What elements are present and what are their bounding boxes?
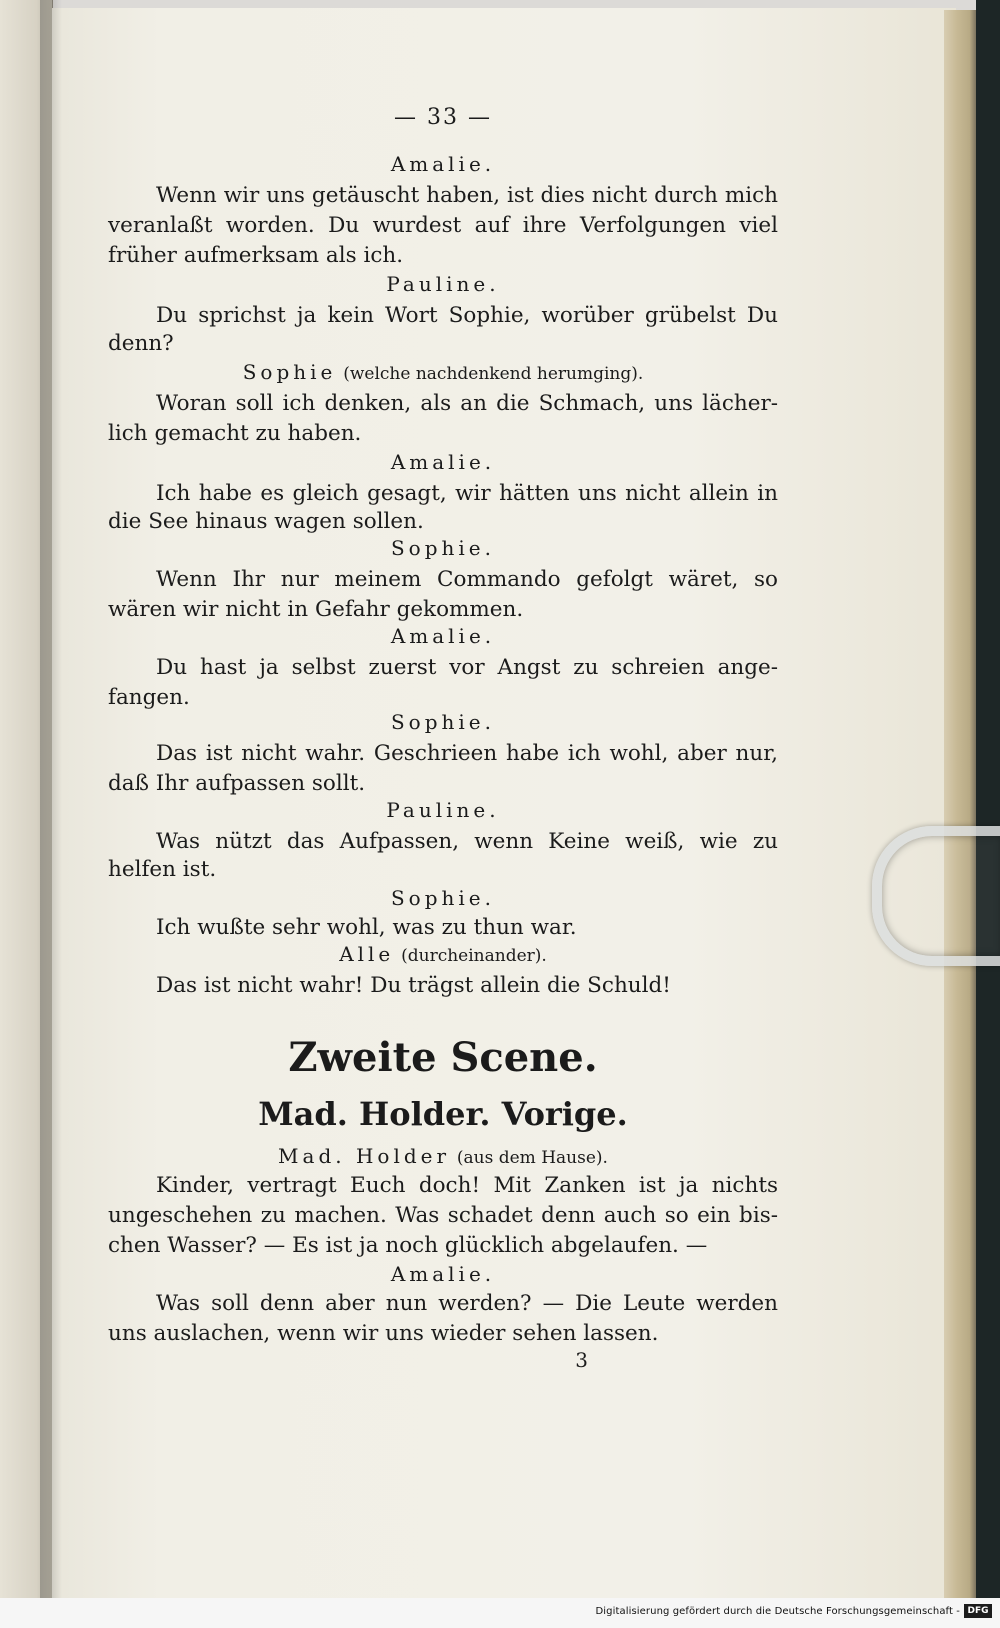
scanner-background bbox=[976, 0, 1000, 1628]
dialogue-line: lich gemacht zu haben. bbox=[108, 421, 362, 446]
stage-direction: (welche nachdenkend herumging). bbox=[343, 364, 644, 384]
page-clip bbox=[872, 826, 1000, 966]
dialogue-line: ungeschehen zu machen. Was schadet denn auch so ein bis- bbox=[108, 1203, 778, 1228]
speaker-name: Amalie. bbox=[390, 152, 496, 176]
book-gutter bbox=[40, 0, 62, 1600]
dialogue-line: Du sprichst ja kein Wort Sophie, worüber grübelst Du bbox=[156, 303, 778, 328]
dialogue-line: die See hinaus wagen sollen. bbox=[108, 509, 424, 534]
dialogue-line: helfen ist. bbox=[108, 857, 217, 882]
dialogue-line: früher aufmerksam als ich. bbox=[108, 243, 404, 268]
speaker-name: Alle bbox=[339, 942, 395, 966]
dialogue-line: Was soll denn aber nun werden? — Die Leute werden bbox=[156, 1291, 778, 1316]
page-stack-edge bbox=[944, 10, 976, 1598]
dialogue-line: Was nützt das Aufpassen, wenn Keine weiß, wie zu bbox=[156, 829, 778, 854]
dialogue-line: uns auslachen, wenn wir uns wieder sehen lassen. bbox=[108, 1321, 659, 1346]
dialogue-line: denn? bbox=[108, 331, 174, 356]
dialogue-line: Woran soll ich denken, als an die Schmach, uns lächer- bbox=[156, 391, 778, 416]
stage-direction: (durcheinander). bbox=[401, 946, 547, 966]
dialogue-line: Ich habe es gleich gesagt, wir hätten uns nicht allein in bbox=[156, 481, 778, 506]
dfg-logo: DFG bbox=[964, 1604, 992, 1618]
speaker-name: Pauline. bbox=[386, 798, 500, 822]
dialogue-line: veranlaßt worden. Du wurdest auf ihre Verfolgungen viel bbox=[108, 213, 778, 238]
dialogue-line: fangen. bbox=[108, 685, 190, 710]
speaker-with-stage-direction bbox=[108, 358, 778, 388]
page-number: — 33 — bbox=[394, 105, 492, 130]
speaker-name: Sophie bbox=[242, 360, 337, 384]
scene-persons: Mad. Holder. Vorige. bbox=[258, 1095, 628, 1133]
dialogue-line: Das ist nicht wahr. Geschrieen habe ich wohl, aber nur, bbox=[156, 741, 778, 766]
dialogue-line: Kinder, vertragt Euch doch! Mit Zanken ist ja nichts bbox=[156, 1173, 778, 1198]
speaker-name: Mad. Holder bbox=[278, 1144, 451, 1168]
dialogue-line: Wenn Ihr nur meinem Commando gefolgt wäret, so bbox=[156, 567, 778, 592]
dialogue-line: chen Wasser? — Es ist ja noch glücklich abgelaufen. — bbox=[108, 1233, 708, 1258]
dialogue-line: Wenn wir uns getäuscht haben, ist dies nicht durch mich bbox=[156, 183, 778, 208]
speaker-name: Sophie. bbox=[390, 886, 495, 910]
signature-mark: 3 bbox=[575, 1348, 588, 1372]
speaker-name: Amalie. bbox=[390, 450, 496, 474]
speaker-name: Sophie. bbox=[390, 710, 495, 734]
dialogue-line: daß Ihr aufpassen sollt. bbox=[108, 771, 366, 796]
scene-title: Zweite Scene. bbox=[288, 1034, 598, 1081]
dialogue-line: Das ist nicht wahr! Du trägst allein die Schuld! bbox=[156, 973, 671, 998]
speaker-name: Amalie. bbox=[390, 624, 496, 648]
dialogue-line: Du hast ja selbst zuerst vor Angst zu schreien ange- bbox=[156, 655, 778, 680]
stage-direction: (aus dem Hause). bbox=[456, 1148, 608, 1168]
speaker-name: Amalie. bbox=[390, 1262, 496, 1286]
speaker-name: Pauline. bbox=[386, 272, 500, 296]
speaker-with-stage-direction bbox=[108, 1142, 778, 1172]
dialogue-line: wären wir nicht in Gefahr gekommen. bbox=[108, 597, 524, 622]
speaker-name: Sophie. bbox=[390, 536, 495, 560]
dialogue-line: Ich wußte sehr wohl, was zu thun war. bbox=[156, 915, 577, 940]
digitization-credit: Digitalisierung gefördert durch die Deutsche Forschungsgemeinschaft - bbox=[595, 1606, 960, 1617]
speaker-with-stage-direction bbox=[108, 940, 778, 970]
